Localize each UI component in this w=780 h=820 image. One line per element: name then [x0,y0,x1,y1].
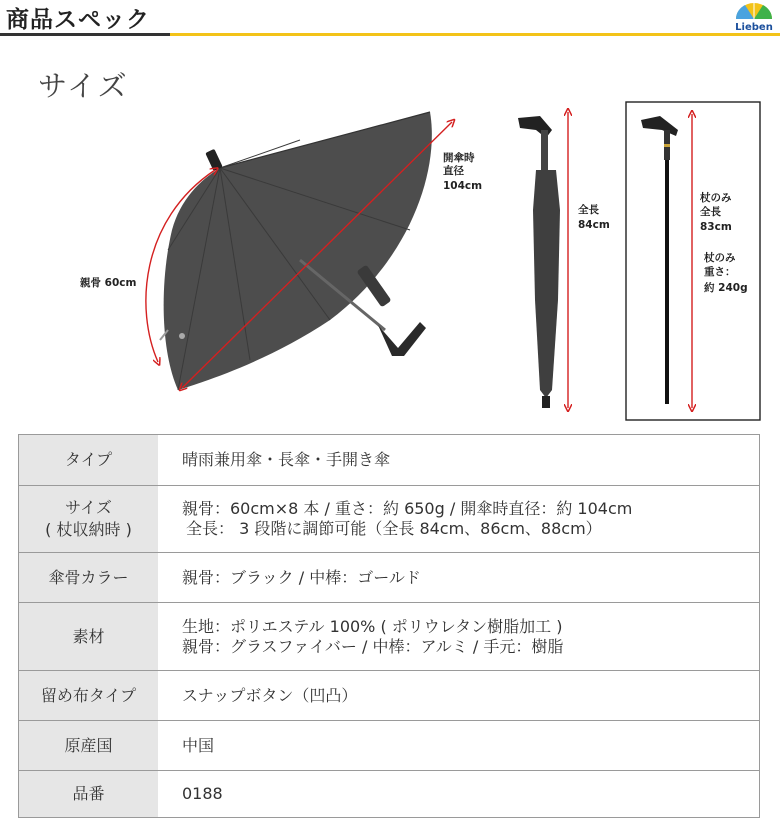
brand-logo-text: Lieben [735,22,773,33]
open-umbrella-illustration [160,112,432,390]
spec-key-cell [19,553,159,603]
spec-row-closure [19,671,760,721]
cane-length-label-line1: 杖のみ [700,192,732,204]
spec-value: スナップボタン（凹凸） [182,685,358,705]
open-diameter-label-line1: 開傘時 [443,152,475,164]
spec-key-cell [19,435,159,486]
size-diagram [0,100,780,430]
cane-weight-label-line2: 重さ： [704,266,736,278]
spec-value: 0188 [182,784,223,803]
spec-key: 留め布タイプ [40,685,137,705]
header-title: 商品スペック [6,7,150,33]
section-title: サイズ [38,69,129,103]
spec-row-frame-color [19,553,760,603]
total-length-label-line1: 全長 [578,204,599,216]
cane-weight-label-line1: 杖のみ [704,252,736,264]
spec-value-line2: 親骨：グラスファイバー / 中棒：アルミ / 手元：樹脂 [182,636,564,656]
header-rule-accent [0,33,170,36]
spec-key-note: ( 杖収納時 ) [45,520,132,539]
spec-value-cell [158,603,760,671]
spec-value-cell [158,435,760,486]
spec-value: 晴雨兼用傘・長傘・手開き傘 [182,450,391,469]
spec-key: 原産国 [64,735,113,755]
spec-row-type [19,435,760,486]
brand-logo [730,1,778,33]
closed-umbrella-illustration [518,116,560,408]
total-length-label-line2: 84cm [578,219,610,231]
spec-key: 品番 [72,784,105,803]
open-diameter-label-line2: 直径 [443,165,464,177]
page-header [0,0,780,38]
spec-key-cell [19,721,159,771]
spec-row-product-number [19,771,760,818]
spec-value: 親骨：60cm×8 本 / 重さ：約 650g / 開傘時直径：約 104cm [182,499,633,518]
cane-length-label-line2: 全長 [700,206,721,218]
spec-key-cell [19,603,159,671]
rib-length-label: 親骨 60cm [80,277,137,289]
spec-value-cell [158,771,760,818]
cane-box [626,102,760,420]
spec-value: 中国 [182,735,215,755]
spec-key: タイプ [64,450,113,469]
cane-weight-label-line3: 約 240g [704,282,748,294]
spec-table [18,434,760,818]
spec-row-material [19,603,760,671]
spec-row-origin [19,721,760,771]
spec-key: 素材 [72,626,105,646]
cane-length-label-line3: 83cm [700,221,732,233]
open-diameter-label-line3: 104cm [443,180,483,192]
spec-key: サイズ [65,498,112,517]
spec-value-cell [158,721,760,771]
spec-value-cell [158,671,760,721]
spec-value-line2: 全長： 3 段階に調節可能（全長 84cm、86cm、88cm） [186,519,602,538]
spec-value-cell [158,486,760,553]
spec-key-cell [19,771,159,818]
spec-value: 親骨：ブラック / 中棒：ゴールド [182,567,421,587]
spec-key: 傘骨カラー [48,567,129,587]
spec-row-size [19,486,760,553]
spec-key-cell [19,486,159,553]
spec-key-cell [19,671,159,721]
spec-value: 生地：ポリエステル 100% ( ポリウレタン樹脂加工 ) [182,616,563,636]
spec-value-cell [158,553,760,603]
